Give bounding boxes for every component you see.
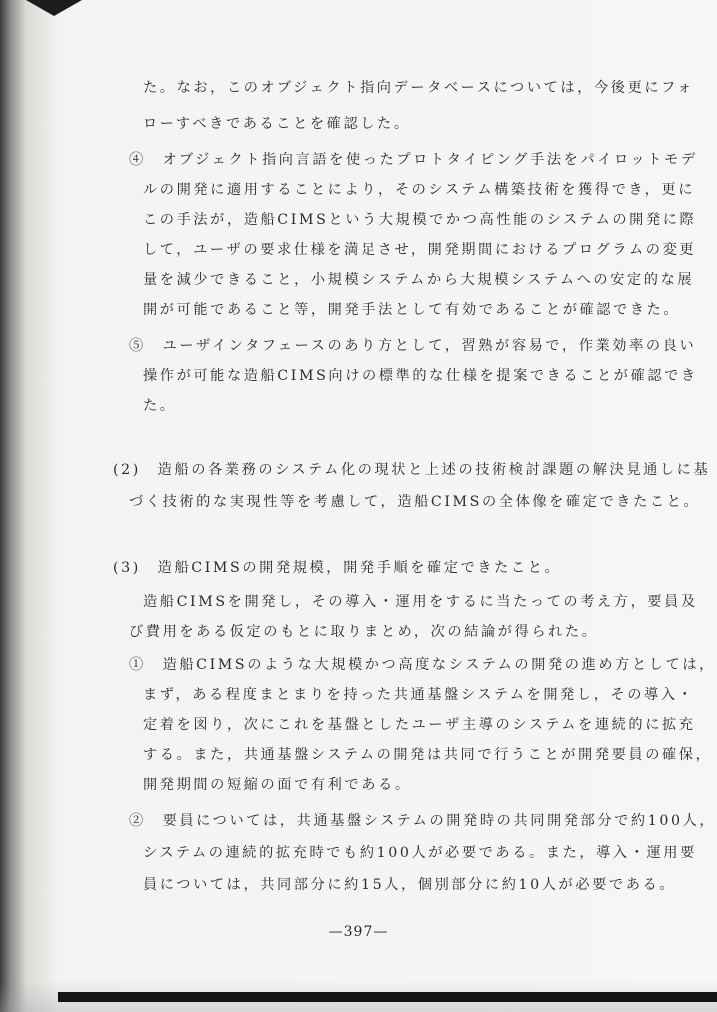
text-line: ルの開発に適用することにより，そのシステム構築技術を獲得でき，更に xyxy=(143,182,696,198)
list-item-1: ① 造船CIMSのような大規模かつ高度なシステムの開発の進め方としては， xyxy=(129,657,716,673)
text-line: この手法が，造船CIMSという大規模でかつ高性能のシステムの開発に際 xyxy=(143,212,697,228)
text-line: 操作が可能な造船CIMS向けの標準的な仕様を提案できることが確認でき xyxy=(143,368,698,384)
text-line: づく技術的な実現性等を考慮して，造船CIMSの全体像を確定できたこと。 xyxy=(129,494,701,510)
text-line: た。なお，このオブジェクト指向データベースについては，今後更にフォ xyxy=(143,80,695,96)
text-line: ローすべきであることを確認した。 xyxy=(143,116,411,132)
text-line: して，ユーザの要求仕様を満足させ，開発期間におけるプログラムの変更 xyxy=(143,242,697,258)
list-item-4: ④ オブジェクト指向言語を使ったプロトタイピング手法をパイロットモデ xyxy=(129,152,698,168)
scan-corner-mark xyxy=(26,0,82,16)
text-line: 定着を図り，次にこれを基盤としたユーザ主導のシステムを連続的に拡充 xyxy=(143,717,696,733)
text-line: 量を減少できること，小規模システムから大規模システムへの安定的な展 xyxy=(143,272,695,288)
text-line: 造船CIMSを開発し，その導入・運用をするに当たっての考え方，要員及 xyxy=(143,594,698,610)
text-line: た。 xyxy=(143,398,177,414)
text-line: システムの連続的拡充時でも約100人が必要である。また，導入・運用要 xyxy=(143,845,697,861)
section-2-heading: (2) 造船の各業務のシステム化の現状と上述の技術検討課題の解決見通しに基 xyxy=(113,462,711,478)
list-item-2: ② 要員については，共通基盤システムの開発時の共同開発部分で約100人， xyxy=(129,813,717,829)
text-line: び費用をある仮定のもとに取りまとめ，次の結論が得られた。 xyxy=(129,624,599,640)
text-line: 開発期間の短縮の面で有利である。 xyxy=(143,777,412,793)
section-3-heading: (3) 造船CIMSの開発規模，開発手順を確定できたこと。 xyxy=(113,560,562,576)
text-line: する。また，共通基盤システムの開発は共同で行うことが開発要員の確保， xyxy=(143,747,713,763)
text-line: まず，ある程度まとまりを持った共通基盤システムを開発し，その導入・ xyxy=(143,687,695,703)
text-line: 開が可能であること等，開発手法として有効であることが確認できた。 xyxy=(143,302,681,318)
text-line: 員については，共同部分に約15人，個別部分に約10人が必要である。 xyxy=(143,877,677,893)
list-item-5: ⑤ ユーザインタフェースのあり方として，習熟が容易で，作業効率の良い xyxy=(129,338,697,354)
page-number: —397— xyxy=(328,924,389,940)
scan-edge-bar xyxy=(58,992,717,1002)
